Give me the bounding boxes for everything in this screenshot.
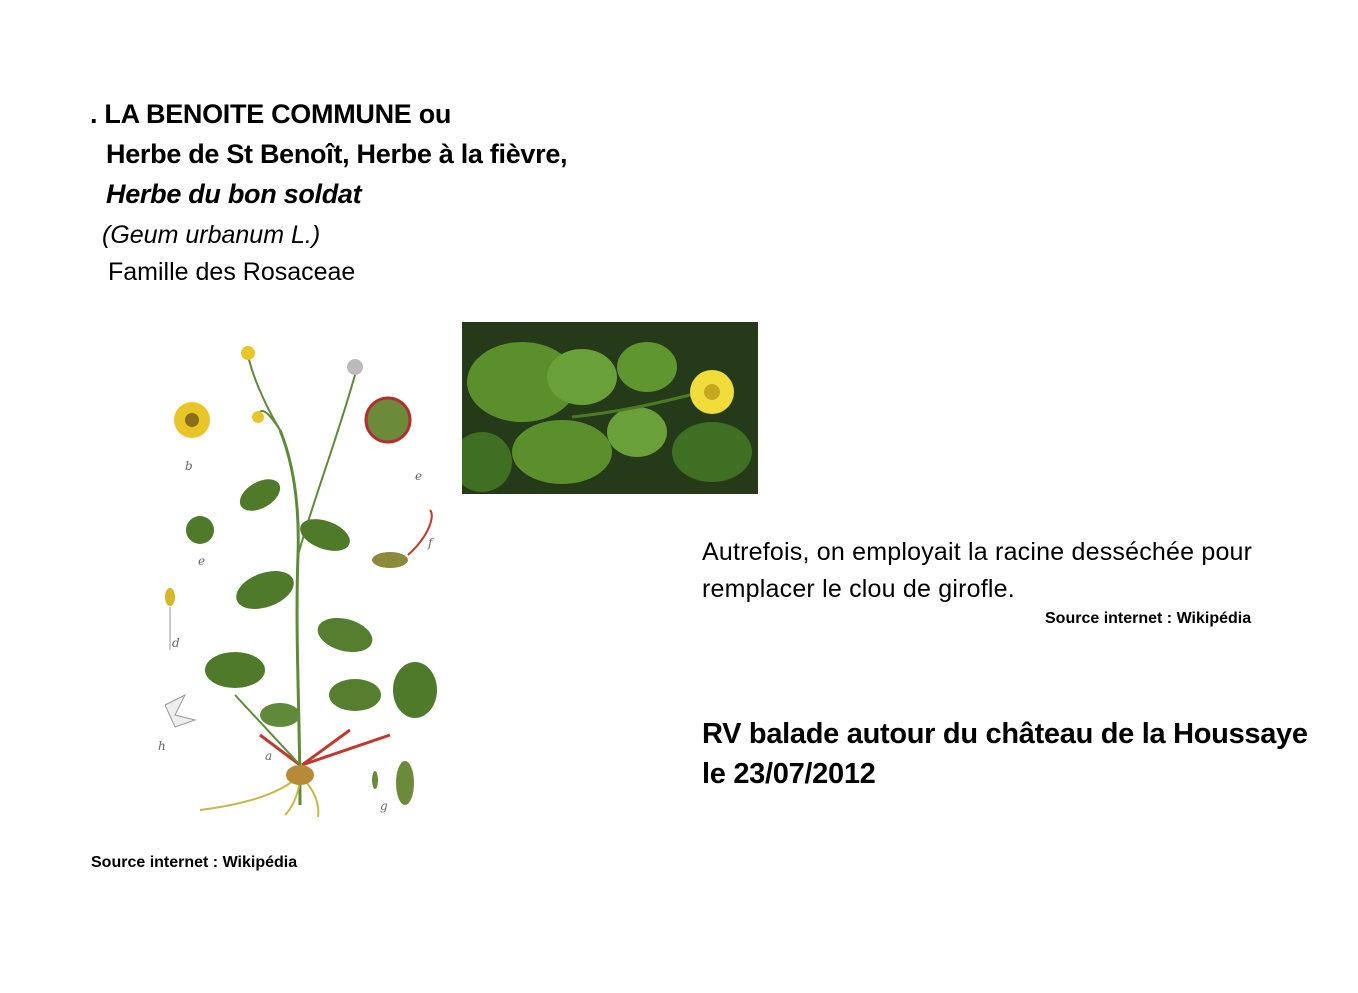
plant-photo [462,322,758,494]
source-left: Source internet : Wikipédia [91,854,298,871]
illustration-letter: d [172,636,180,650]
source-right: Source internet : Wikipédia [1045,610,1252,627]
illustration-letter: h [158,739,166,753]
illustration-letter: f [428,536,433,550]
title-line-2: Herbe de St Benoît, Herbe à la fièvre, [106,139,568,169]
title-line-3: Herbe du bon soldat [106,179,362,209]
illustration-letter: e [198,554,206,568]
title-line-1: . LA BENOITE COMMUNE ou [90,99,452,129]
family-name: Famille des Rosaceae [108,258,356,286]
illustration-letter: a [265,749,273,763]
description-line-2: remplacer le clou de girofle. [702,575,1015,603]
illustration-letter: g [380,799,388,813]
illustration-letter: b [185,459,193,473]
botanical-illustration [140,335,460,825]
latin-name: (Geum urbanum L.) [102,221,321,249]
description-line-1: Autrefois, on employait la racine desséchée pour [702,538,1253,566]
illustration-letter: e [415,469,423,483]
rv-line-1: RV balade autour du château de la Houssaye [702,718,1308,750]
rv-date: le 23/07/2012 [702,758,876,790]
